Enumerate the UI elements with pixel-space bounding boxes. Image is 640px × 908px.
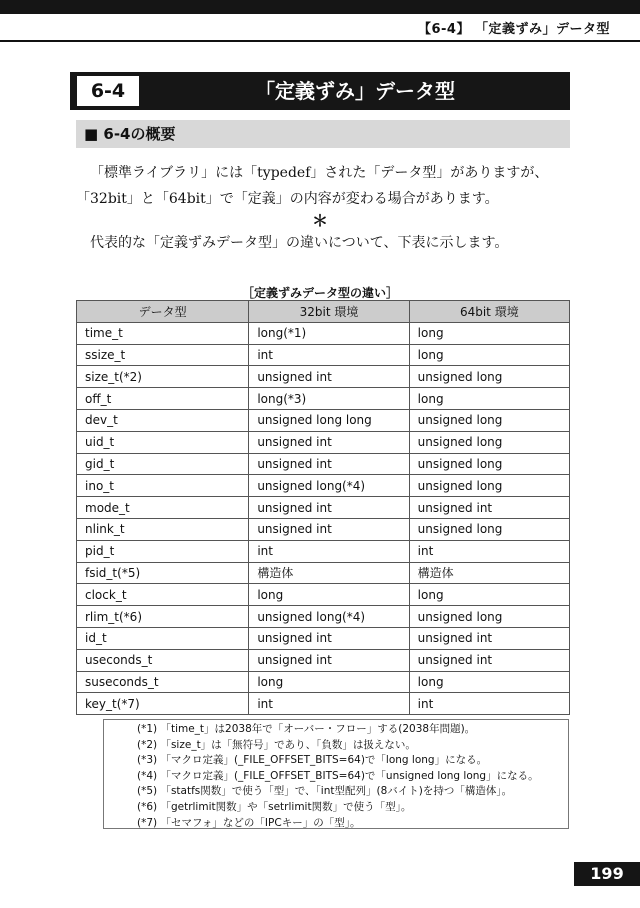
cell-64bit: int — [409, 540, 569, 562]
cell-type: id_t — [77, 627, 249, 649]
cell-type: time_t — [77, 322, 249, 344]
cell-64bit: unsigned long — [409, 453, 569, 475]
footnotes-box — [103, 719, 569, 829]
cell-32bit: int — [249, 344, 409, 366]
section-title: ■ 6-4の概要 — [84, 125, 176, 143]
table-row — [77, 322, 570, 344]
cell-type: clock_t — [77, 584, 249, 606]
cell-64bit: unsigned long — [409, 606, 569, 628]
table-row — [77, 453, 570, 475]
table-row — [77, 409, 570, 431]
cell-32bit: int — [249, 693, 409, 715]
table-row — [77, 562, 570, 584]
cell-64bit: long — [409, 388, 569, 410]
cell-type: gid_t — [77, 453, 249, 475]
table-row — [77, 540, 570, 562]
table-row — [77, 497, 570, 519]
cell-type: useconds_t — [77, 649, 249, 671]
table-row — [77, 671, 570, 693]
cell-type: off_t — [77, 388, 249, 410]
cell-32bit: 構造体 — [249, 562, 409, 584]
cell-32bit: unsigned long long — [249, 409, 409, 431]
cell-32bit: long(*1) — [249, 322, 409, 344]
footnote: (*5) 「statfs関数」で使う「型」で、「int型配列」(8バイト)を持つ「構造体」。 — [137, 785, 513, 798]
cell-64bit: unsigned long — [409, 475, 569, 497]
cell-type: fsid_t(*5) — [77, 562, 249, 584]
cell-64bit: long — [409, 671, 569, 693]
cell-32bit: unsigned int — [249, 453, 409, 475]
top-bar — [0, 0, 640, 14]
table-header-row — [77, 301, 570, 323]
cell-64bit: long — [409, 322, 569, 344]
cell-type: uid_t — [77, 431, 249, 453]
cell-32bit: long — [249, 584, 409, 606]
footnote: (*7) 「セマフォ」などの「IPCキー」の「型」。 — [137, 816, 361, 829]
header-rule — [0, 40, 640, 42]
cell-type: mode_t — [77, 497, 249, 519]
chapter-heading — [70, 72, 570, 110]
cell-64bit: long — [409, 344, 569, 366]
cell-32bit: long(*3) — [249, 388, 409, 410]
table-row — [77, 431, 570, 453]
table-row — [77, 693, 570, 715]
cell-32bit: int — [249, 540, 409, 562]
section-heading — [76, 120, 570, 148]
cell-32bit: unsigned int — [249, 627, 409, 649]
cell-type: pid_t — [77, 540, 249, 562]
footnote: (*6) 「getrlimit関数」や「setrlimit関数」で使う「型」。 — [137, 800, 412, 813]
footnote: (*2) 「size_t」は「無符号」であり、「負数」は扱えない。 — [137, 738, 416, 751]
cell-64bit: unsigned int — [409, 497, 569, 519]
chapter-number: 6-4 — [77, 76, 139, 106]
cell-32bit: unsigned int — [249, 649, 409, 671]
cell-type: ino_t — [77, 475, 249, 497]
table-row — [77, 627, 570, 649]
cell-type: dev_t — [77, 409, 249, 431]
table-row — [77, 388, 570, 410]
chapter-title: 「定義ずみ」データ型 — [255, 79, 455, 103]
cell-32bit: unsigned int — [249, 366, 409, 388]
cell-64bit: unsigned int — [409, 649, 569, 671]
cell-type: ssize_t — [77, 344, 249, 366]
footnote: (*1) 「time_t」は2038年で「オーバー・フロー」する(2038年問題)。 — [137, 723, 476, 735]
table-row — [77, 649, 570, 671]
cell-64bit: unsigned int — [409, 627, 569, 649]
cell-64bit: int — [409, 693, 569, 715]
footnote: (*3) 「マクロ定義」(_FILE_OFFSET_BITS=64)で「long long」になる。 — [137, 754, 488, 767]
separator-asterisk: ＊ — [311, 211, 328, 230]
running-header: 【6-4】 「定義ずみ」データ型 — [417, 22, 610, 37]
cell-32bit: long — [249, 671, 409, 693]
cell-32bit: unsigned int — [249, 497, 409, 519]
table-row — [77, 344, 570, 366]
cell-32bit: unsigned long(*4) — [249, 475, 409, 497]
table-caption: ［定義ずみデータ型の違い］ — [241, 286, 398, 300]
table-row — [77, 584, 570, 606]
table-row — [77, 366, 570, 388]
footnote: (*4) 「マクロ定義」(_FILE_OFFSET_BITS=64)で「unsigned long long」になる。 — [137, 769, 539, 782]
cell-64bit: 構造体 — [409, 562, 569, 584]
header-cell-32bit: 32bit 環境 — [249, 301, 409, 323]
cell-64bit: unsigned long — [409, 431, 569, 453]
table-intro-paragraph: 代表的な「定義ずみデータ型」の違いについて、下表に示します。 — [90, 235, 509, 251]
intro-paragraph: 「標準ライブラリ」には「typedef」された「データ型」がありますが、「32bit」と「64bit」で「定義」の内容が変わる場合があります。 — [76, 165, 549, 207]
cell-type: rlim_t(*6) — [77, 606, 249, 628]
cell-32bit: unsigned int — [249, 518, 409, 540]
data-type-table — [76, 300, 570, 715]
cell-64bit: unsigned long — [409, 366, 569, 388]
table-row — [77, 606, 570, 628]
page-number: 199 — [574, 862, 640, 886]
cell-32bit: unsigned int — [249, 431, 409, 453]
table-row — [77, 475, 570, 497]
cell-32bit: unsigned long(*4) — [249, 606, 409, 628]
cell-type: size_t(*2) — [77, 366, 249, 388]
header-cell-64bit: 64bit 環境 — [409, 301, 569, 323]
cell-64bit: unsigned long — [409, 518, 569, 540]
table-row — [77, 518, 570, 540]
header-cell-type: データ型 — [77, 301, 249, 323]
table-body — [77, 322, 570, 714]
cell-64bit: unsigned long — [409, 409, 569, 431]
cell-type: suseconds_t — [77, 671, 249, 693]
cell-type: nlink_t — [77, 518, 249, 540]
cell-64bit: long — [409, 584, 569, 606]
cell-type: key_t(*7) — [77, 693, 249, 715]
